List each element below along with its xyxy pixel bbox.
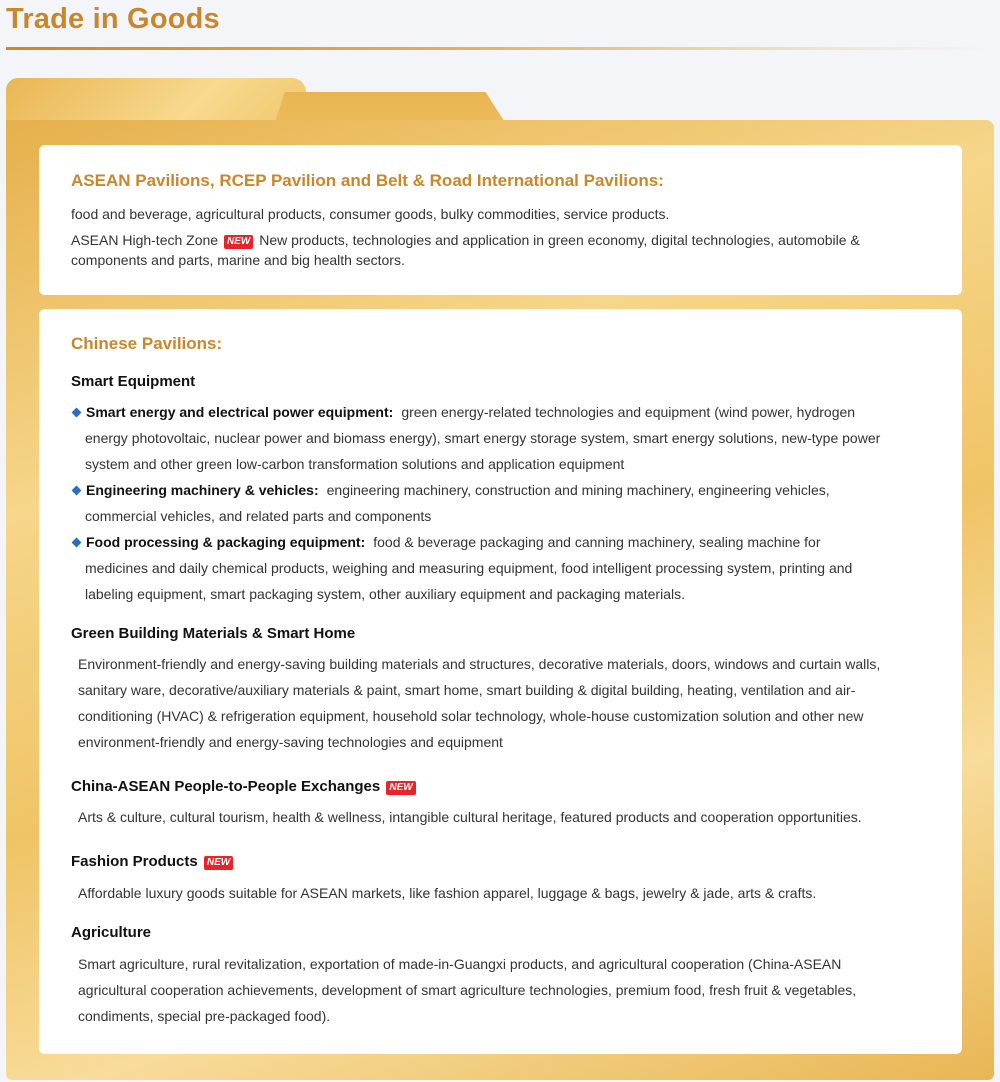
list-item xyxy=(71,399,936,425)
asean-heading: ASEAN Pavilions, RCEP Pavilion and Belt & Road International Pavilions: xyxy=(71,171,664,190)
item-text: system and other green low-carbon transformation solutions and application equipment xyxy=(85,456,625,472)
agriculture-title: Agriculture xyxy=(71,924,152,941)
list-item xyxy=(71,529,936,555)
diamond-bullet-icon xyxy=(72,408,82,418)
item-text: engineering machinery, construction and mining machinery, engineering vehicles, xyxy=(326,482,830,498)
asean-pavilions-card xyxy=(39,145,962,295)
asean-line-1: food and beverage, agricultural products, consumer goods, bulky commodities, service products. xyxy=(71,206,670,222)
fashion-label: Fashion Products xyxy=(71,853,198,870)
page-title: Trade in Goods xyxy=(6,3,220,35)
asean-line-2 xyxy=(71,230,932,250)
para-line: condiments, special pre-packaged food). xyxy=(78,1008,331,1024)
list-item xyxy=(71,477,936,503)
item-text: food & beverage packaging and canning machinery, sealing machine for xyxy=(373,534,821,550)
diamond-bullet-icon xyxy=(72,486,82,496)
para-line: conditioning (HVAC) & refrigeration equipment, household solar technology, whole-house customization solution and other new xyxy=(78,708,864,724)
asean-line-3: components and parts, marine and big health sectors. xyxy=(71,252,405,268)
smart-equipment-title: Smart Equipment xyxy=(71,373,196,390)
item-text: green energy-related technologies and equipment (wind power, hydrogen xyxy=(401,404,856,420)
people-exchange-title xyxy=(71,778,418,795)
green-building-title: Green Building Materials & Smart Home xyxy=(71,625,356,642)
smart-equipment-list xyxy=(71,399,936,607)
para-line: Affordable luxury goods suitable for ASEAN markets, like fashion apparel, luggage & bags, jewelry & jade, arts & crafts. xyxy=(78,885,817,901)
item-title: Smart energy and electrical power equipment: xyxy=(86,404,394,420)
item-title: Engineering machinery & vehicles: xyxy=(86,482,319,498)
green-building-text xyxy=(78,651,936,755)
item-text: medicines and daily chemical products, weighing and measuring equipment, food intelligent processing system, printing and xyxy=(85,560,853,576)
new-badge: NEW xyxy=(386,781,415,795)
para-line: environment-friendly and energy-saving technologies and equipment xyxy=(78,734,503,750)
para-line: agricultural cooperation achievements, development of smart agriculture technologies, premium food, fresh fruit & vegetables, xyxy=(78,982,857,998)
agriculture-text xyxy=(78,951,936,1029)
chinese-heading: Chinese Pavilions: xyxy=(71,334,223,353)
asean-hightech-text: New products, technologies and application in green economy, digital technologies, automobile & xyxy=(259,232,860,248)
item-text: labeling equipment, smart packaging system, other auxiliary equipment and packaging materials. xyxy=(85,586,685,602)
diamond-bullet-icon xyxy=(72,538,82,548)
para-line: Environment-friendly and energy-saving building materials and structures, decorative materials, doors, windows and curtain walls, xyxy=(78,656,881,672)
people-exchange-label: China-ASEAN People-to-People Exchanges xyxy=(71,778,381,795)
item-text: commercial vehicles, and related parts and components xyxy=(85,508,432,524)
new-badge: NEW xyxy=(204,856,233,870)
item-title: Food processing & packaging equipment: xyxy=(86,534,366,550)
title-underline xyxy=(6,47,990,50)
new-badge: NEW xyxy=(224,235,253,249)
people-exchange-text xyxy=(78,804,936,830)
fashion-title xyxy=(71,853,235,870)
item-text: energy photovoltaic, nuclear power and biomass energy), smart energy storage system, smart energy solutions, new-type power xyxy=(85,430,881,446)
fashion-text xyxy=(78,880,936,906)
chinese-pavilions-card xyxy=(39,309,962,1054)
para-line: Smart agriculture, rural revitalization, exportation of made-in-Guangxi products, and agricultural cooperation (China-ASEAN xyxy=(78,956,842,972)
para-line: sanitary ware, decorative/auxiliary materials & paint, smart home, smart building & digital building, heating, ventilation and air- xyxy=(78,682,856,698)
asean-hightech-label: ASEAN High-tech Zone xyxy=(71,232,219,248)
para-line: Arts & culture, cultural tourism, health & wellness, intangible cultural heritage, featured products and cooperation opportunities. xyxy=(78,809,862,825)
